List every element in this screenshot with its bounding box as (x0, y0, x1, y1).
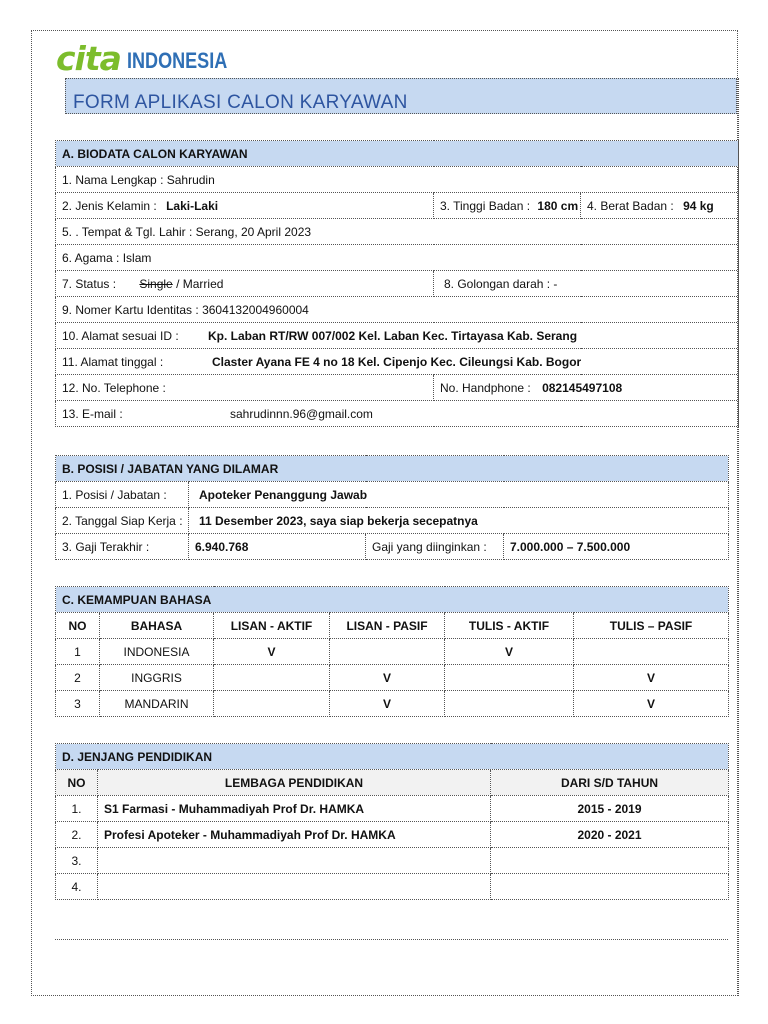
cell: INGGRIS (100, 665, 214, 691)
gaji-diinginkan-value[interactable]: 7.000.000 – 7.500.000 (504, 534, 729, 560)
field-jenis-kelamin[interactable]: 2. Jenis Kelamin : Laki-Laki (56, 193, 434, 219)
cell-check[interactable] (214, 691, 330, 717)
field-golongan-darah[interactable]: 8. Golongan darah : - (434, 271, 739, 297)
cell-check[interactable]: V (574, 665, 729, 691)
gaji-terakhir-value[interactable]: 6.940.768 (189, 534, 366, 560)
cell-check[interactable]: V (214, 639, 330, 665)
section-b-header: B. POSISI / JABATAN YANG DILAMAR (56, 456, 729, 482)
alamat-ktp-value: Kp. Laban RT/RW 007/002 Kel. Laban Kec. Tirtayasa Kab. Serang (208, 328, 578, 343)
cell-check[interactable] (445, 665, 574, 691)
status-single: Single (139, 276, 173, 291)
table-row (56, 665, 729, 691)
gaji-terakhir-label: 3. Gaji Terakhir : (56, 534, 189, 560)
field-berat-badan[interactable]: 4. Berat Badan : 94 kg (581, 193, 739, 219)
cell-tahun[interactable] (491, 848, 729, 874)
field-telephone[interactable]: 12. No. Telephone : (56, 375, 434, 401)
cell-tahun[interactable]: 2020 - 2021 (491, 822, 729, 848)
cell: 4. (56, 874, 98, 900)
tinggi-value: 180 cm (537, 198, 579, 213)
cell: 2 (56, 665, 100, 691)
section-c-bahasa (55, 586, 729, 717)
cell-lembaga[interactable] (98, 848, 491, 874)
section-d-pendidikan (55, 743, 729, 900)
status-married: / Married (176, 276, 224, 291)
handphone-value: 082145497108 (542, 380, 623, 395)
cell-check[interactable] (214, 665, 330, 691)
table-row (56, 639, 729, 665)
table-row (56, 822, 729, 848)
table-row (56, 848, 729, 874)
cell-check[interactable]: V (330, 665, 445, 691)
cell-check[interactable]: V (445, 639, 574, 665)
cell-lembaga[interactable] (98, 874, 491, 900)
col-header: DARI S/D TAHUN (491, 770, 729, 796)
email-value: sahrudinnn.96@gmail.com (230, 406, 373, 421)
cell: 2. (56, 822, 98, 848)
siap-kerja-label: 2. Tanggal Siap Kerja : (56, 508, 189, 534)
cell-check[interactable] (330, 639, 445, 665)
company-logo (56, 39, 249, 78)
cell: 1. (56, 796, 98, 822)
cell-lembaga[interactable]: S1 Farmasi - Muhammadiyah Prof Dr. HAMKA (98, 796, 491, 822)
field-email[interactable]: 13. E-mail : sahrudinnn.96@gmail.com (56, 401, 739, 427)
section-a-biodata (55, 140, 739, 427)
gaji-diinginkan-label: Gaji yang diinginkan : (366, 534, 504, 560)
berat-value: 94 kg (683, 198, 714, 213)
form-title: FORM APLIKASI CALON KARYAWAN (73, 92, 408, 113)
cell-lembaga[interactable]: Profesi Apoteker - Muhammadiyah Prof Dr. HAMKA (98, 822, 491, 848)
cell-check[interactable] (445, 691, 574, 717)
logo-suffix: INDONESIA (126, 48, 228, 73)
table-row (56, 796, 729, 822)
cell: MANDARIN (100, 691, 214, 717)
logo-brand: cita (56, 39, 121, 78)
section-c-header: C. KEMAMPUAN BAHASA (56, 587, 729, 613)
col-header: TULIS - AKTIF (445, 613, 574, 639)
col-header: TULIS – PASIF (574, 613, 729, 639)
field-alamat-ktp[interactable]: 10. Alamat sesuai ID : Kp. Laban RT/RW 007/002 Kel. Laban Kec. Tirtayasa Kab. Serang (56, 323, 739, 349)
section-b-posisi (55, 455, 729, 560)
field-tinggi-badan[interactable]: 3. Tinggi Badan : 180 cm (434, 193, 581, 219)
field-ttl[interactable]: 5. . Tempat & Tgl. Lahir : Serang, 20 April 2023 (56, 219, 739, 245)
cell-check[interactable] (574, 639, 729, 665)
posisi-value[interactable]: Apoteker Penanggung Jawab (189, 482, 729, 508)
section-d-header: D. JENJANG PENDIDIKAN (56, 744, 729, 770)
cell-tahun[interactable] (491, 874, 729, 900)
table-row (56, 691, 729, 717)
field-handphone[interactable]: No. Handphone : 082145497108 (434, 375, 739, 401)
col-header: NO (56, 613, 100, 639)
field-alamat-tinggal[interactable]: 11. Alamat tinggal : Claster Ayana FE 4 no 18 Kel. Cipenjo Kec. Cileungsi Kab. Bogor (56, 349, 739, 375)
field-nama[interactable]: 1. Nama Lengkap : Sahrudin (56, 167, 739, 193)
table-row (56, 874, 729, 900)
siap-kerja-value[interactable]: 11 Desember 2023, saya siap bekerja secepatnya (189, 508, 729, 534)
cell-tahun[interactable]: 2015 - 2019 (491, 796, 729, 822)
col-header: LISAN - AKTIF (214, 613, 330, 639)
jenis-kelamin-value: Laki-Laki (166, 198, 219, 213)
col-header: BAHASA (100, 613, 214, 639)
cell: INDONESIA (100, 639, 214, 665)
col-header: NO (56, 770, 98, 796)
cell-check[interactable]: V (330, 691, 445, 717)
section-a-header: A. BIODATA CALON KARYAWAN (56, 141, 739, 167)
alamat-tinggal-value: Claster Ayana FE 4 no 18 Kel. Cipenjo Kec. Cileungsi Kab. Bogor (212, 354, 582, 369)
form-title-box (65, 78, 737, 114)
posisi-label: 1. Posisi / Jabatan : (56, 482, 189, 508)
cell-check[interactable]: V (574, 691, 729, 717)
cell: 3 (56, 691, 100, 717)
cell: 3. (56, 848, 98, 874)
cell: 1 (56, 639, 100, 665)
field-no-ktp[interactable]: 9. Nomer Kartu Identitas : 3604132004960004 (56, 297, 739, 323)
field-agama[interactable]: 6. Agama : Islam (56, 245, 739, 271)
bottom-divider (55, 939, 728, 940)
col-header: LEMBAGA PENDIDIKAN (98, 770, 491, 796)
field-status[interactable]: 7. Status : Single / Married (56, 271, 434, 297)
col-header: LISAN - PASIF (330, 613, 445, 639)
